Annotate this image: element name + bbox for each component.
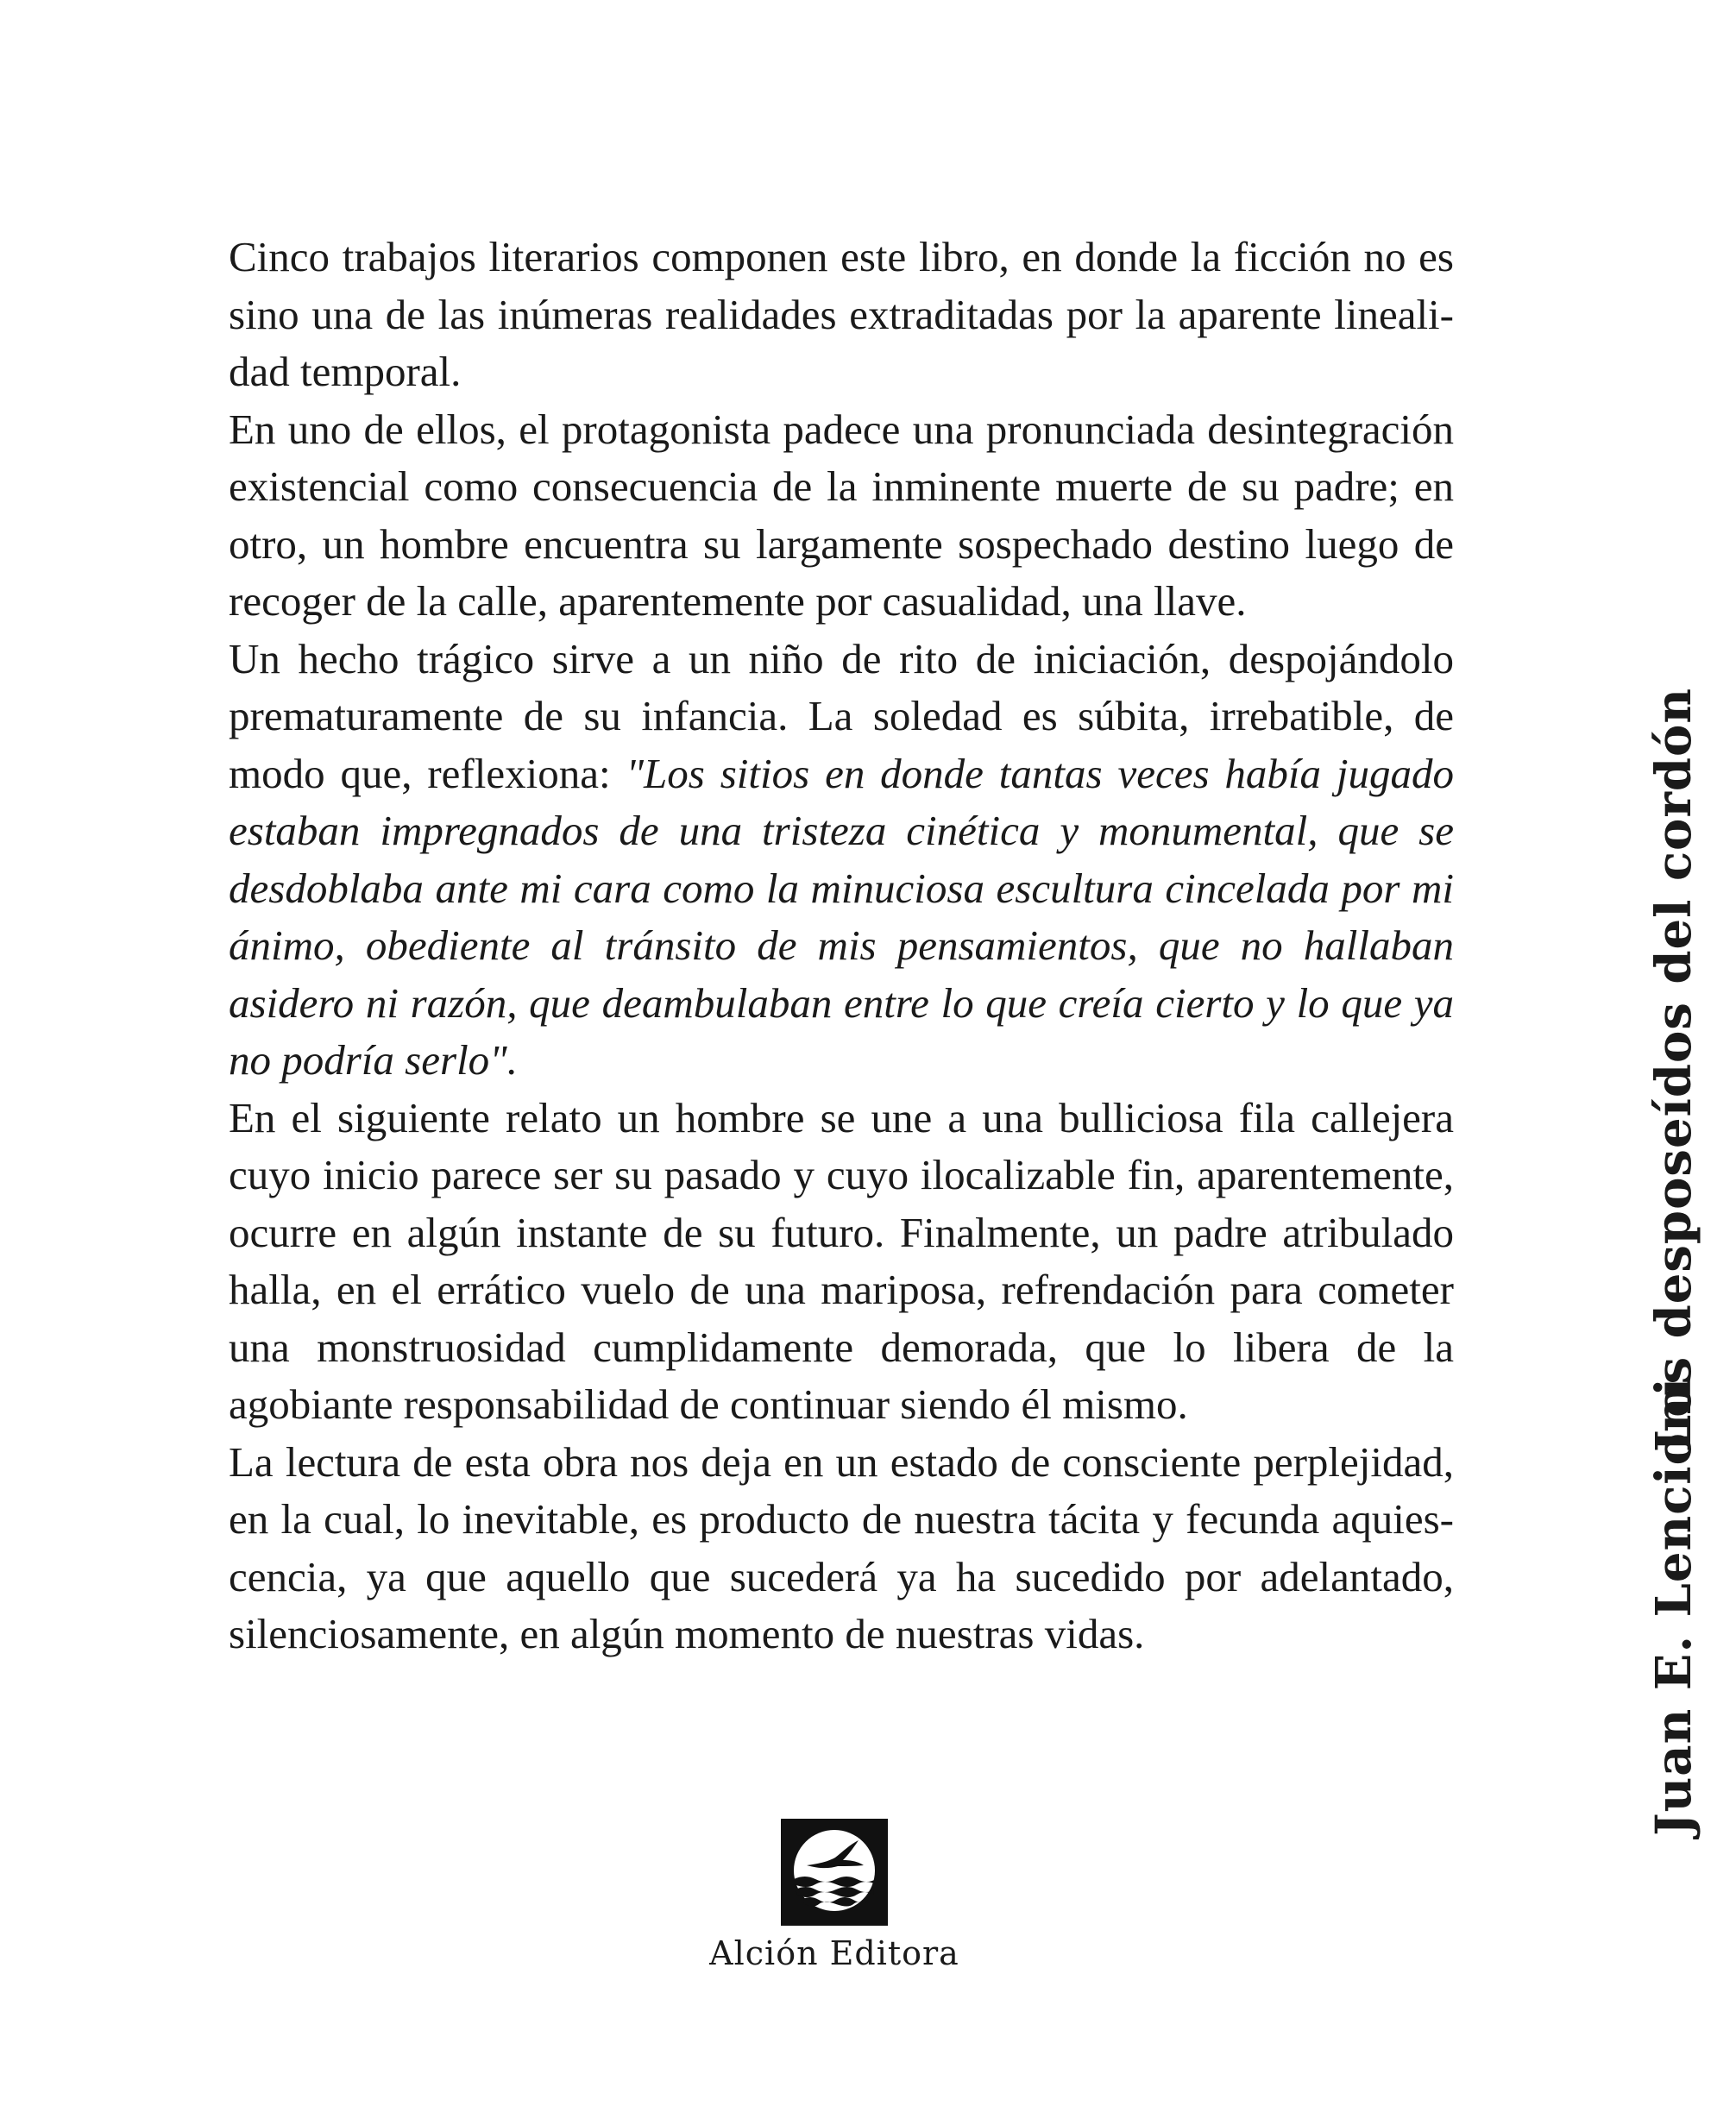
blurb-paragraph-1: Cinco trabajos literarios componen este libro, en donde la ficción no es sino una de las inúmeras realidades extraditadas por la aparente linealidad temporal. <box>229 233 1454 395</box>
blurb-paragraph-2: En uno de ellos, el protagonista padece una pronunciada desintegración existencial como consecuencia de la inminente muerte de su padre; en otro, un hombre encuentra su largamente sospechado destino luego de recoger de la calle, aparentemente por casualidad, una llave. <box>229 405 1454 625</box>
publisher-name: Alción Editora <box>709 1934 959 1972</box>
blurb-paragraph-5: La lectura de esta obra nos deja en un estado de consciente perplejidad, en la cual, lo inevitable, es producto de nuestra tácita y fecunda aquiescencia, ya que aquello que sucederá ya ha sucedido por adelantado, silenciosamente, en algún momento de nuestras vidas. <box>229 1437 1454 1657</box>
back-cover-blurb <box>229 229 1454 1663</box>
blurb-quote: "Los sitios en donde tantas veces había jugado estaban impregnados de una tristeza cinética y monumental, que se desdoblaba ante mi cara como la minuciosa escultura cincelada por mi ánimo, obediente al tránsito de mis pensamientos, que no hallaban asidero ni razón, que deambulaban entre lo que creía cierto y lo que ya no podría serlo". <box>229 749 1454 1084</box>
spine-author-name: Juan E. Lencioni <box>1645 1377 1702 1836</box>
blurb-paragraph-3 <box>229 631 1454 1090</box>
blurb-paragraph-4: En el siguiente relato un hombre se une a una bulliciosa fila callejera cuyo inicio parece ser su pasado y cuyo ilocalizable fin, aparentemente, ocurre en algún instante de su futuro. Finalmente, un padre atribulado halla, en el errático vuelo de una mariposa, refrendación para cometer una monstruosidad cumplidamente demorada, que lo libera de la agobiante responsabilidad de continuar siendo él mismo. <box>229 1093 1454 1428</box>
spine-book-title: Los desposeídos del cordón <box>1645 687 1702 1453</box>
bird-over-waves-icon <box>781 1819 888 1926</box>
blurb-paragraph-3-intro: Un hecho trágico sirve a un niño de rito de iniciación, despojándolo prematuramente de su infancia. La soledad es súbita, irrebatible, de modo que, reflexiona: <box>229 634 1454 797</box>
